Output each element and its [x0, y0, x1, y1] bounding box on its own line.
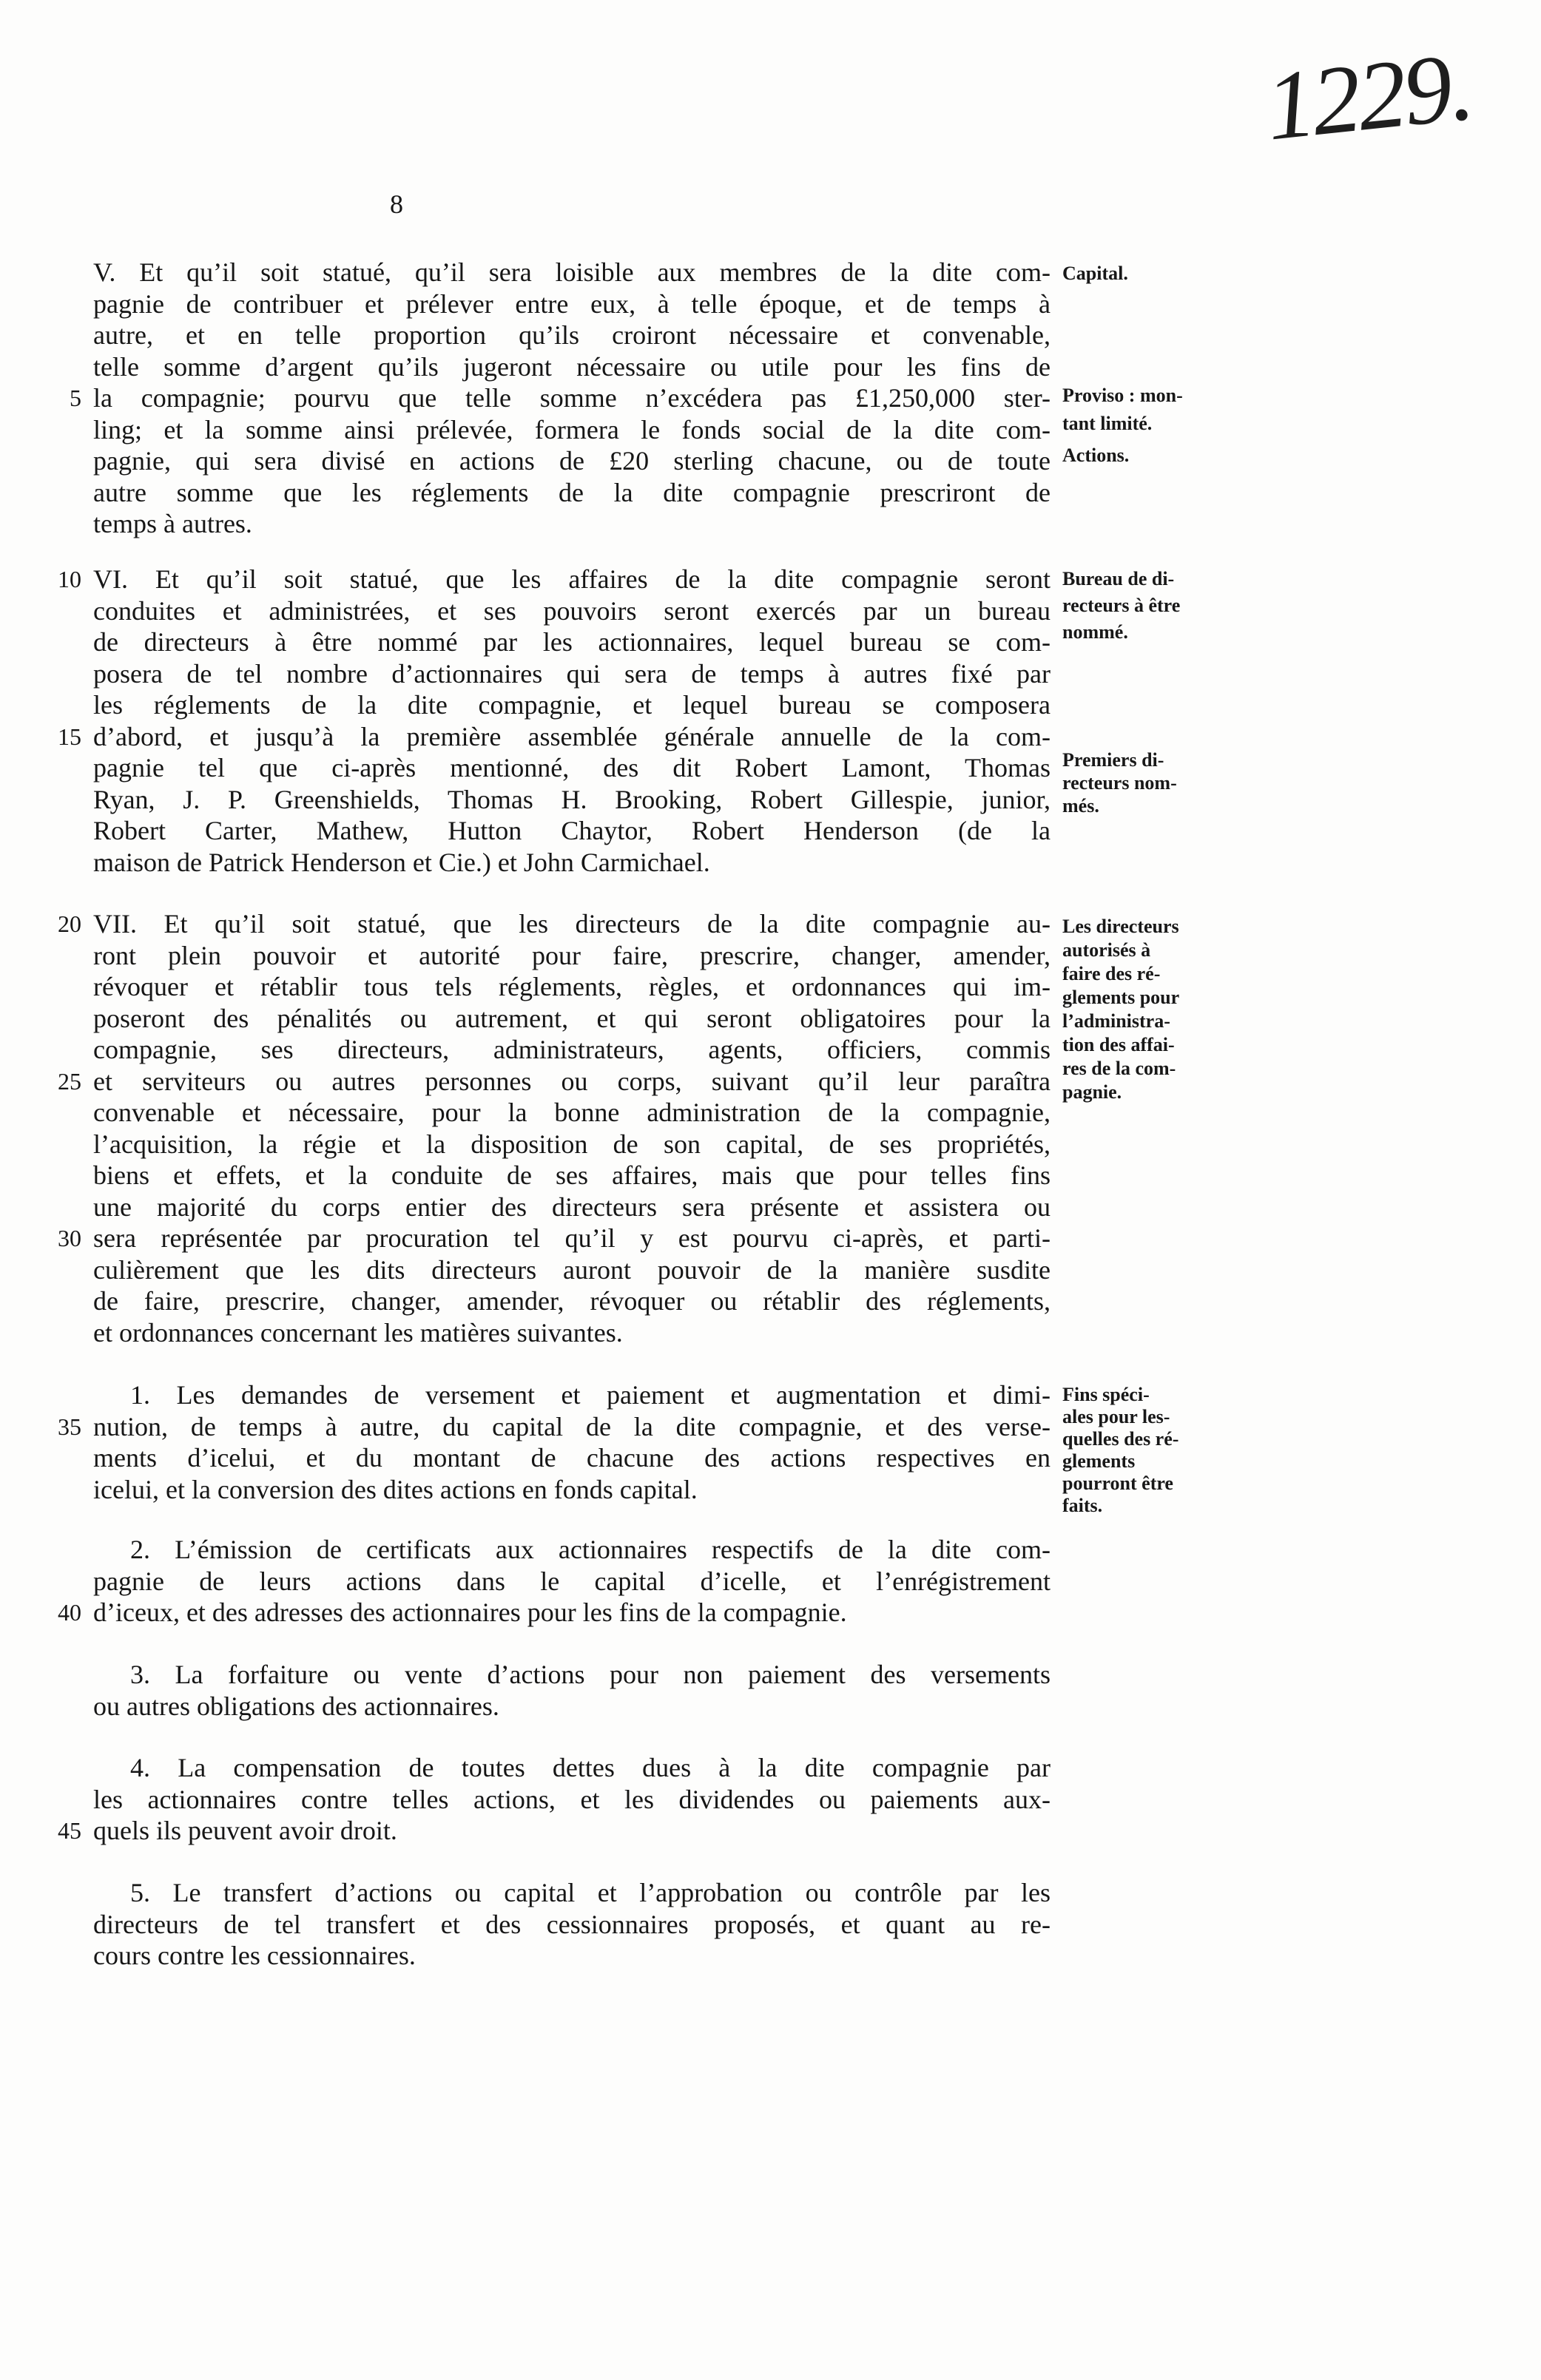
text-line: telle somme d’argent qu’ils jugeront nécessaire ou utile pour les fins de — [93, 351, 1051, 382]
text-line: de directeurs à être nommé par les actionnaires, lequel bureau se com- — [93, 627, 1051, 657]
list-item-2 — [58, 1534, 1051, 1629]
text-line: nution, de temps à autre, du capital de la dite compagnie, et des verse- — [93, 1411, 1051, 1441]
numbered-line — [58, 721, 1051, 753]
margin-note-fins-speciales — [1062, 1384, 1178, 1517]
margin-note-line: pourront être — [1062, 1473, 1173, 1494]
line-number: 20 — [58, 910, 81, 937]
text-line: Robert Carter, Mathew, Hutton Chaytor, Robert Henderson (de la — [93, 816, 1051, 845]
margin-note-line: nommé. — [1062, 621, 1128, 643]
text-line: maison de Patrick Henderson et Cie.) et John Carmichael. — [93, 847, 710, 877]
margin-note-line: Premiers di- — [1062, 749, 1164, 771]
text-line: icelui, et la conversion des dites actions en fonds capital. — [93, 1474, 698, 1504]
margin-note-line: glements pour — [1062, 987, 1180, 1008]
text-line: Ryan, J. P. Greenshields, Thomas H. Brooking, Robert Gillespie, junior, — [93, 784, 1051, 814]
text-line: pagnie, qui sera divisé en actions de £20 sterling chacune, ou de toute — [93, 446, 1051, 476]
text-line: convenable et nécessaire, pour la bonne administration de la compagnie, — [93, 1098, 1051, 1127]
text-line: les réglements de la dite compagnie, et lequel bureau se composera — [93, 690, 1051, 720]
line-number: 5 — [70, 385, 81, 411]
margin-note-capital — [1062, 262, 1128, 285]
text-line: la compagnie; pourvu que telle somme n’excédera pas £1,250,000 ster- — [93, 383, 1051, 413]
list-item-3 — [93, 1659, 1051, 1722]
numbered-line — [58, 1411, 1051, 1443]
margin-note-line: faire des ré- — [1062, 963, 1161, 984]
margin-note-bureau — [1062, 566, 1180, 646]
margin-note-line: autorisés à — [1062, 939, 1151, 961]
text-line: 4. La compensation de toutes dettes dues à la dite compagnie par — [130, 1753, 1051, 1782]
margin-note-line: Proviso : mon- — [1062, 385, 1183, 406]
margin-note-line: recteurs nom- — [1062, 772, 1177, 794]
margin-note-line: pagnie. — [1062, 1081, 1122, 1103]
text-line: ments d’icelui, et du montant de chacune des actions respectives en — [93, 1443, 1051, 1473]
text-line: 3. La forfaiture ou vente d’actions pour non paiement des versements — [130, 1660, 1051, 1689]
list-item-5 — [93, 1877, 1051, 1972]
text-line: posera de tel nombre d’actionnaires qui sera de temps à autres fixé par — [93, 658, 1051, 689]
text-line: biens et effets, et la conduite de ses affaires, mais que pour telles fins — [93, 1160, 1051, 1190]
page-number: 8 — [390, 189, 403, 219]
margin-note-line: Capital. — [1062, 263, 1128, 284]
text-line: compagnie, ses directeurs, administrateurs, agents, officiers, commis — [93, 1035, 1051, 1064]
line-number: 25 — [58, 1067, 81, 1095]
margin-note-directeurs-autorises — [1062, 915, 1179, 1104]
text-line: cours contre les cessionnaires. — [93, 1941, 416, 1970]
margin-note-line: ales pour les- — [1062, 1406, 1170, 1427]
text-line: directeurs de tel transfert et des cessionnaires proposés, et quant au re- — [93, 1909, 1051, 1939]
text-line: l’acquisition, la régie et la disposition de son capital, de ses propriétés, — [93, 1129, 1051, 1159]
numbered-line — [58, 1223, 1051, 1254]
margin-note-line: Fins spéci- — [1062, 1384, 1150, 1405]
text-line: d’abord, et jusqu’à la première assemblée générale annuelle de la com- — [93, 721, 1051, 751]
numbered-line — [58, 564, 1051, 595]
margin-note-line: faits. — [1062, 1495, 1103, 1516]
text-line: VI. Et qu’il soit statué, que les affaires de la dite compagnie seront — [93, 564, 1051, 594]
line-number: 40 — [58, 1599, 81, 1626]
text-line: et ordonnances concernant les matières suivantes. — [93, 1317, 623, 1348]
margin-note-line: glements — [1062, 1450, 1136, 1472]
margin-note-actions — [1062, 444, 1129, 467]
margin-note-line: l’administra- — [1062, 1010, 1170, 1032]
text-line: autre somme que les réglements de la dite compagnie prescriront de — [93, 477, 1051, 507]
text-line: autre, et en telle proportion qu’ils croiront nécessaire et convenable, — [93, 320, 1051, 350]
text-line: VII. Et qu’il soit statué, que les directeurs de la dite compagnie au- — [93, 909, 1051, 939]
margin-note-line: més. — [1062, 795, 1099, 817]
numbered-line — [58, 1815, 1051, 1847]
handwritten-page-annotation: 1229. — [1261, 31, 1477, 161]
margin-note-line: quelles des ré- — [1062, 1428, 1179, 1450]
margin-note-premiers-directeurs — [1062, 748, 1177, 817]
line-number: 15 — [58, 723, 81, 750]
text-line: culièrement que les dits directeurs auront pouvoir de la manière susdite — [93, 1254, 1051, 1285]
margin-note-line: Actions. — [1062, 444, 1130, 466]
text-line: les actionnaires contre telles actions, et les dividendes ou paiements aux- — [93, 1784, 1051, 1814]
list-item-1 — [58, 1379, 1051, 1505]
margin-note-line: Les directeurs — [1062, 916, 1179, 937]
text-line: d’iceux, et des adresses des actionnaires pour les fins de la compagnie. — [93, 1598, 847, 1627]
text-line: sera représentée par procuration tel qu’il y est pourvu ci-après, et parti- — [93, 1223, 1051, 1253]
margin-note-line: tant limité. — [1062, 413, 1153, 434]
text-line: 5. Le transfert d’actions ou capital et l’approbation ou contrôle par les — [130, 1878, 1051, 1907]
numbered-line — [70, 382, 1051, 414]
text-line: ou autres obligations des actionnaires. — [93, 1691, 499, 1721]
line-number: 45 — [58, 1817, 81, 1844]
article-v — [70, 257, 1051, 540]
margin-note-line: recteurs à être — [1062, 595, 1181, 616]
margin-note-line: res de la com- — [1062, 1058, 1176, 1079]
article-vi — [58, 564, 1051, 878]
line-number: 35 — [58, 1413, 81, 1440]
text-line: révoquer et rétablir tous tels réglements, règles, et ordonnances qui im- — [93, 972, 1051, 1001]
text-line: poseront des pénalités ou autrement, et qui seront obligatoires pour la — [93, 1003, 1051, 1033]
text-line: et serviteurs ou autres personnes ou corps, suivant qu’il leur paraîtra — [93, 1066, 1051, 1096]
text-line: quels ils peuvent avoir droit. — [93, 1816, 397, 1845]
line-number: 30 — [58, 1225, 81, 1251]
line-number: 10 — [58, 566, 81, 592]
text-line: pagnie tel que ci-après mentionné, des dit Robert Lamont, Thomas — [93, 753, 1051, 782]
text-line: pagnie de contribuer et prélever entre eux, à telle époque, et de temps à — [93, 288, 1051, 319]
text-line: ling; et la somme ainsi prélevée, formera le fonds social de la dite com- — [93, 414, 1051, 444]
text-line: de faire, prescrire, changer, amender, révoquer ou rétablir des réglements, — [93, 1286, 1051, 1316]
numbered-line — [58, 908, 1051, 940]
text-line: 2. L’émission de certificats aux actionnaires respectifs de la dite com- — [130, 1535, 1051, 1564]
text-line: ront plein pouvoir et autorité pour faire, prescrire, changer, amender, — [93, 940, 1051, 970]
margin-note-line: Bureau de di- — [1062, 568, 1175, 589]
margin-note-proviso — [1062, 382, 1183, 438]
article-vii — [58, 908, 1051, 1348]
text-line: pagnie de leurs actions dans le capital d’icelle, et l’enrégistrement — [93, 1566, 1051, 1596]
text-line: temps à autres. — [93, 509, 252, 538]
text-line: V. Et qu’il soit statué, qu’il sera loisible aux membres de la dite com- — [93, 257, 1051, 287]
numbered-line — [58, 1066, 1051, 1098]
list-item-4 — [58, 1752, 1051, 1847]
numbered-line — [58, 1597, 1051, 1629]
text-line: conduites et administrées, et ses pouvoirs seront exercés par un bureau — [93, 595, 1051, 626]
text-line: une majorité du corps entier des directeurs sera présente et assistera ou — [93, 1191, 1051, 1222]
margin-note-line: tion des affai- — [1062, 1034, 1175, 1055]
text-line: 1. Les demandes de versement et paiement et augmentation et dimi- — [130, 1380, 1051, 1410]
